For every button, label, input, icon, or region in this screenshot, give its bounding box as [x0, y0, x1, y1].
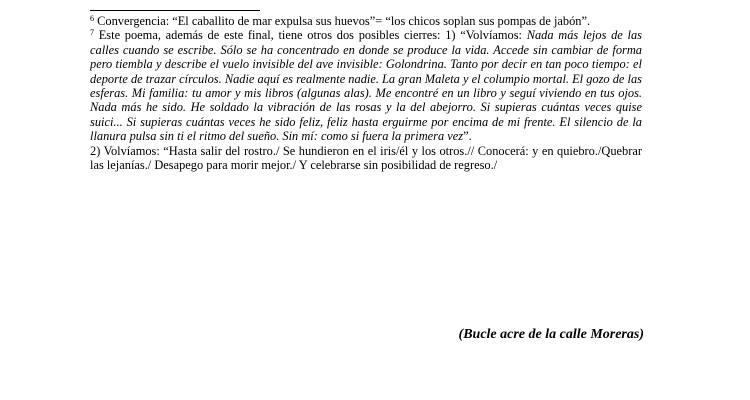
footnote-text: Este poema, además de este final, tiene otros dos posibles cierres: 1) “Volvíamos:: [98, 28, 527, 43]
footnote-text: 2) Volvíamos: “Hasta salir del rostro./ Se hundieron en el iris/él y los otros.// Conocerá: y en quiebro./Quebrar las lejanías./ Desapego para morir mejor./ Y celebrarse sin posibilidad de regreso./: [90, 143, 642, 173]
footnote-quote-italic: Nada más lejos de las calles cuando se escribe. Sólo se ha concentrado en donde se produce la vida. Accede sin cambiar de forma pero tiembla y describe el vuelo invisible del ave invisible: Golondrina. Tanto por decir en tan poco tiempo: el deporte de trazar círculos. Nadie aquí es realmente nadie. La gran Maleta y el columpio mortal. El gozo de las esferas. Mi familia: tu amor y mis libros (algunas alas). Me encontré en un libro y seguí viviendo en tus ojos. Nada más he sido. He soldado la vibración de las rosas y la del abejorro. Si supieras cuántas veces quise suici... Si supieras cuántas veces he sido feliz, feliz hasta erguirme por encima de mi frente. El silencio de la llanura pulsa sin ti el ritmo del sueño. Sin mí: como si fuera la primera vez: [90, 28, 642, 144]
footnote-text: Convergencia: “El caballito de mar expulsa sus huevos”= “los chicos soplan sus pompas de jabón”.: [97, 14, 591, 28]
poem-signature: (Bucle acre de la calle Moreras): [458, 327, 644, 342]
footnote-marker: 7: [90, 28, 94, 38]
footnote-text-end: ”.: [463, 129, 472, 144]
footnotes-block: [90, 14, 642, 172]
footnote-6: [90, 14, 642, 28]
footnote-separator-rule: [90, 10, 260, 11]
footnote-marker: 6: [90, 14, 94, 23]
footnote-7: [90, 28, 642, 143]
footnote-7-alternative: [90, 144, 642, 173]
